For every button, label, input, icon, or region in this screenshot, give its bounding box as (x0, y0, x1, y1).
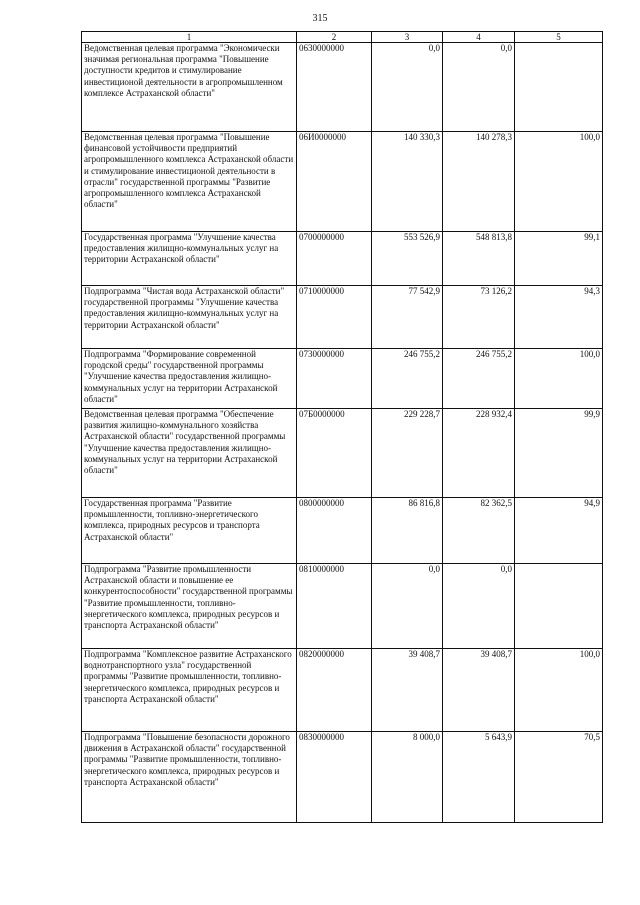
plan-amount: 86 816,8 (372, 498, 443, 564)
plan-amount: 39 408,7 (372, 649, 443, 732)
plan-amount: 553 526,9 (372, 232, 443, 286)
table-body (82, 43, 603, 823)
column-header-4: 4 (443, 32, 515, 43)
program-name: Подпрограмма "Комплексное развитие Астраханского воднотранспортного узла" государственной программы "Развитие промышленности, топливно-энергетического комплекса, природных ресурсов и транспорта Астраханской области" (82, 649, 297, 732)
actual-amount: 5 643,9 (443, 732, 515, 823)
table-row (82, 409, 603, 498)
actual-amount: 39 408,7 (443, 649, 515, 732)
program-code: 0830000000 (297, 732, 372, 823)
table-row (82, 286, 603, 349)
program-code: 0820000000 (297, 649, 372, 732)
execution-percent (515, 564, 603, 649)
plan-amount: 77 542,9 (372, 286, 443, 349)
execution-percent: 99,1 (515, 232, 603, 286)
program-name: Подпрограмма "Развитие промышленности Астраханской области и повышение ее конкурентоспособности" государственной программы "Развитие промышленности, топливно-энергетического комплекса, природных ресурсов и транспорта Астраханской области" (82, 564, 297, 649)
program-code: 0810000000 (297, 564, 372, 649)
execution-percent: 70,5 (515, 732, 603, 823)
execution-percent: 100,0 (515, 349, 603, 409)
actual-amount: 82 362,5 (443, 498, 515, 564)
program-code: 0800000000 (297, 498, 372, 564)
column-header-2: 2 (297, 32, 372, 43)
plan-amount: 246 755,2 (372, 349, 443, 409)
column-header-3: 3 (372, 32, 443, 43)
execution-percent: 94,3 (515, 286, 603, 349)
program-code: 07Б0000000 (297, 409, 372, 498)
execution-percent: 94,9 (515, 498, 603, 564)
execution-percent: 99,9 (515, 409, 603, 498)
actual-amount: 0,0 (443, 43, 515, 132)
program-code: 0630000000 (297, 43, 372, 132)
program-name: Ведомственная целевая программа "Обеспечение развития жилищно-коммунального хозяйства Астраханской области" государственной программы "Улучшение качества предоставления жилищно-коммунальных услуг на территории Астраханской области" (82, 409, 297, 498)
actual-amount: 246 755,2 (443, 349, 515, 409)
table-row (82, 132, 603, 232)
actual-amount: 140 278,3 (443, 132, 515, 232)
program-code: 0730000000 (297, 349, 372, 409)
program-name: Подпрограмма "Формирование современной городской среды" государственной программы "Улучшение качества предоставления жилищно-коммунальных услуг на территории Астраханской области" (82, 349, 297, 409)
plan-amount: 0,0 (372, 564, 443, 649)
table-row (82, 43, 603, 132)
plan-amount: 8 000,0 (372, 732, 443, 823)
table-row (82, 349, 603, 409)
column-header-1: 1 (82, 32, 297, 43)
program-code: 0700000000 (297, 232, 372, 286)
program-code: 0710000000 (297, 286, 372, 349)
table-row (82, 232, 603, 286)
table-row (82, 649, 603, 732)
program-name: Подпрограмма "Чистая вода Астраханской области" государственной программы "Улучшение качества предоставления жилищно-коммунальных услуг на территории Астраханской области" (82, 286, 297, 349)
column-header-5: 5 (515, 32, 603, 43)
table-header (82, 32, 603, 43)
plan-amount: 229 228,7 (372, 409, 443, 498)
program-name: Ведомственная целевая программа "Повышение финансовой устойчивости предприятий агропромышленного комплекса Астраханской области и стимулирование инвестиционой деятельности в отрасли" государственной программы "Развитие агропромышленного комплекса Астраханской области" (82, 132, 297, 232)
execution-percent: 100,0 (515, 649, 603, 732)
program-name: Государственная программа "Улучшение качества предоставления жилищно-коммунальных услуг на территории Астраханской области" (82, 232, 297, 286)
actual-amount: 73 126,2 (443, 286, 515, 349)
table-row (82, 498, 603, 564)
execution-percent (515, 43, 603, 132)
plan-amount: 140 330,3 (372, 132, 443, 232)
actual-amount: 548 813,8 (443, 232, 515, 286)
table-row (82, 732, 603, 823)
plan-amount: 0,0 (372, 43, 443, 132)
header-row (82, 32, 603, 43)
program-code: 06И0000000 (297, 132, 372, 232)
program-name: Подпрограмма "Повышение безопасности дорожного движения в Астраханской области" государственной программы "Развитие промышленности, топливно-энергетического комплекса, природных ресурсов и транспорта Астраханской области" (82, 732, 297, 823)
page-number: 315 (312, 13, 328, 24)
table-row (82, 564, 603, 649)
program-name: Государственная программа "Развитие промышленности, топливно-энергетического комплекса, природных ресурсов и транспорта Астраханской области" (82, 498, 297, 564)
program-name: Ведомственная целевая программа "Экономически значимая региональная программа "Повышение доступности кредитов и стимулирование инвестиционой деятельности в агропромышленном комплексе Астраханской области" (82, 43, 297, 132)
execution-percent: 100,0 (515, 132, 603, 232)
actual-amount: 0,0 (443, 564, 515, 649)
actual-amount: 228 932,4 (443, 409, 515, 498)
report-table (81, 31, 603, 823)
